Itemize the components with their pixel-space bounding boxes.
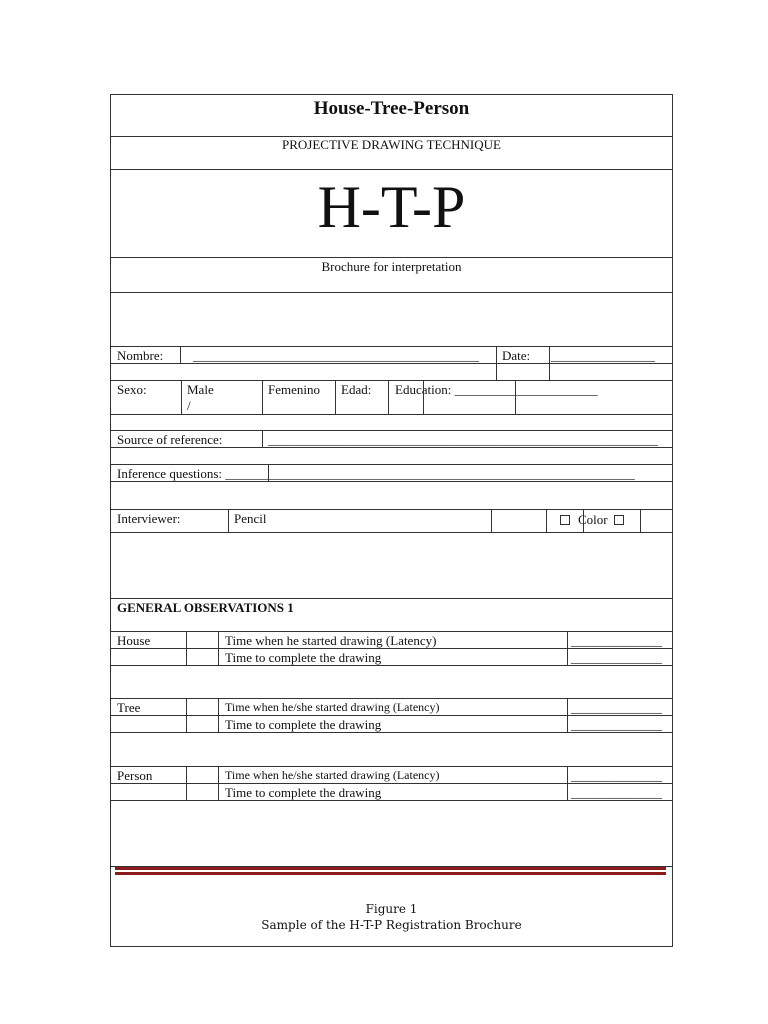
cell-divider <box>268 464 269 481</box>
divider <box>111 363 672 364</box>
divider <box>111 715 672 716</box>
cell-divider <box>262 380 263 414</box>
divider <box>111 509 672 510</box>
source-field[interactable]: ____________________________________________________________ <box>268 432 658 447</box>
cell-divider <box>515 380 516 414</box>
male-option[interactable]: Male <box>187 382 214 397</box>
person-complete-field[interactable]: ______________ <box>571 785 662 800</box>
form-subtitle: PROJECTIVE DRAWING TECHNIQUE <box>282 137 501 152</box>
nombre-label: Nombre: <box>117 348 164 363</box>
tree-complete-label: Time to complete the drawing <box>225 717 382 732</box>
divider <box>111 800 672 801</box>
divider <box>111 665 672 666</box>
divider <box>111 698 672 699</box>
divider <box>111 447 672 448</box>
cell-divider <box>491 509 492 532</box>
divider <box>111 766 672 767</box>
cell-divider <box>335 380 336 414</box>
divider <box>111 532 672 533</box>
cell-divider <box>228 509 229 532</box>
cell-divider <box>180 346 181 363</box>
red-rule <box>115 872 666 875</box>
cell-divider <box>262 430 263 447</box>
date-field[interactable]: ________________ <box>551 348 655 363</box>
nombre-field[interactable]: ____________________________________________ <box>193 348 479 363</box>
house-complete-field[interactable]: ______________ <box>571 650 662 665</box>
cell-divider <box>388 380 389 414</box>
house-latency-field[interactable]: ______________ <box>571 633 662 648</box>
divider <box>111 481 672 482</box>
htp-registration-form <box>110 94 673 947</box>
figure-number: Figure 1 <box>365 902 418 916</box>
divider <box>111 414 672 415</box>
tree-latency-field[interactable]: ______________ <box>571 700 662 715</box>
htp-logo-text: H-T-P <box>317 174 466 240</box>
cell-divider <box>423 380 424 414</box>
sexo-label: Sexo: <box>117 382 147 397</box>
edad-label: Edad: <box>341 382 372 397</box>
inference-field[interactable]: Inference questions: _______________________________________________________________ <box>117 466 635 481</box>
checkbox-icon[interactable] <box>560 515 570 525</box>
source-label: Source of reference: <box>117 432 223 447</box>
divider <box>111 631 672 632</box>
person-label: Person <box>117 768 153 783</box>
male-mark: / <box>187 398 191 413</box>
divider <box>111 430 672 431</box>
divider <box>111 292 672 293</box>
divider <box>111 257 672 258</box>
observations-heading: GENERAL OBSERVATIONS 1 <box>117 600 294 615</box>
figure-caption: Sample of the H-T-P Registration Brochure <box>261 918 522 932</box>
person-complete-label: Time to complete the drawing <box>225 785 382 800</box>
tree-complete-field[interactable]: ______________ <box>571 717 662 732</box>
cell-divider <box>546 509 547 532</box>
brochure-label: Brochure for interpretation <box>321 259 462 274</box>
education-field[interactable]: Education: ______________________ <box>395 382 598 397</box>
checkbox-icon[interactable] <box>614 515 624 525</box>
divider <box>111 598 672 599</box>
tree-label: Tree <box>117 700 141 715</box>
divider <box>111 732 672 733</box>
interviewer-label: Interviewer: <box>117 511 181 526</box>
divider <box>111 346 672 347</box>
person-latency-label: Time when he/she started drawing (Latency) <box>225 768 440 782</box>
cell-divider <box>640 509 641 532</box>
cell-divider <box>181 380 182 414</box>
divider <box>111 169 672 170</box>
divider <box>111 380 672 381</box>
color-option[interactable]: Color <box>578 512 608 527</box>
tree-latency-label: Time when he/she started drawing (Latency) <box>225 700 440 714</box>
divider <box>111 464 672 465</box>
divider <box>111 648 672 649</box>
form-title: House-Tree-Person <box>313 98 470 119</box>
person-latency-field[interactable]: ______________ <box>571 768 662 783</box>
house-latency-label: Time when he started drawing (Latency) <box>225 633 437 648</box>
pencil-option[interactable]: Pencil <box>234 511 267 526</box>
house-complete-label: Time to complete the drawing <box>225 650 382 665</box>
red-rule <box>115 867 666 870</box>
house-label: House <box>117 633 151 648</box>
date-label: Date: <box>502 348 531 363</box>
divider <box>111 783 672 784</box>
femenino-option[interactable]: Femenino <box>268 382 320 397</box>
